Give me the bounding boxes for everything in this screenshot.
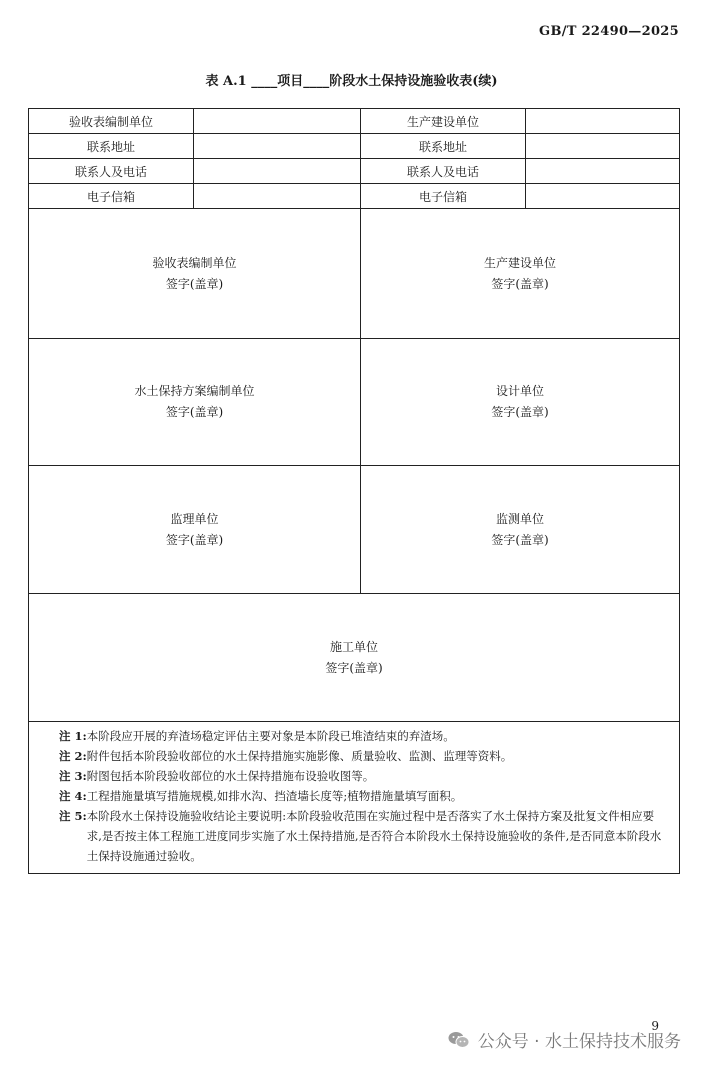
table-title: 表 A.1 ____项目____阶段水土保持设施验收表(续) xyxy=(205,74,498,89)
label-email-right: 电子信箱 xyxy=(361,184,526,208)
note-text: 本阶段水土保持设施验收结论主要说明:本阶段验收范围在实施过程中是否落实了水土保持方案及批复文件相应要求,是否按主体工程施工进度同步实施了水土保持措施,是否符合本阶段水土保持设施验收的条件,是否同意本阶段水土保持设施通过验收。 xyxy=(86,809,662,863)
signature-unit-name: 验收表编制单位 xyxy=(152,255,237,270)
note-label: 注 2: xyxy=(59,749,87,763)
note-item xyxy=(29,786,679,806)
signature-seal-label: 签字(盖章) xyxy=(491,532,549,547)
note-label: 注 5: xyxy=(59,809,87,823)
signature-plan-compiling-unit[interactable] xyxy=(29,339,361,466)
watermark-text: 公众号 · 水土保持技术服务 xyxy=(477,1032,681,1052)
label-compiling-unit: 验收表编制单位 xyxy=(29,109,194,133)
signature-compiling-unit[interactable] xyxy=(29,209,361,339)
info-row-email xyxy=(29,184,679,209)
signature-seal-label: 签字(盖章) xyxy=(491,405,549,419)
note-label: 注 3: xyxy=(59,769,87,783)
label-contact-left: 联系人及电话 xyxy=(29,159,194,183)
note-item xyxy=(29,766,679,786)
signature-construction-unit[interactable] xyxy=(361,209,679,339)
label-address-right: 联系地址 xyxy=(361,134,526,158)
signature-unit-name: 监理单位 xyxy=(170,511,219,526)
value-construction-unit[interactable] xyxy=(526,109,679,133)
value-address-right[interactable] xyxy=(526,134,679,158)
info-row-contact xyxy=(29,159,679,184)
signature-design-unit[interactable] xyxy=(361,339,679,466)
value-email-left[interactable] xyxy=(194,184,361,208)
note-text: 工程措施量填写措施规模,如排水沟、挡渣墙长度等;植物措施量填写面积。 xyxy=(86,789,463,803)
signature-monitoring-unit[interactable] xyxy=(361,466,679,594)
signature-seal-label: 签字(盖章) xyxy=(491,276,549,291)
note-label: 注 1: xyxy=(59,729,87,743)
value-address-left[interactable] xyxy=(194,134,361,158)
note-text: 附图包括本阶段验收部位的水土保持措施布设验收图等。 xyxy=(86,769,375,783)
info-row-unit xyxy=(29,109,679,134)
label-address-left: 联系地址 xyxy=(29,134,194,158)
signature-supervision-unit[interactable] xyxy=(29,466,361,594)
page-number: 9 xyxy=(651,1019,659,1033)
signature-builder-unit[interactable] xyxy=(29,594,679,722)
label-email-left: 电子信箱 xyxy=(29,184,194,208)
note-item xyxy=(29,806,679,866)
signature-seal-label: 签字(盖章) xyxy=(165,276,224,291)
label-contact-right: 联系人及电话 xyxy=(361,159,526,183)
wechat-icon xyxy=(448,1031,470,1049)
signature-unit-name: 设计单位 xyxy=(495,384,544,398)
signature-seal-label: 签字(盖章) xyxy=(165,405,224,419)
info-row-address xyxy=(29,134,679,159)
value-contact-right[interactable] xyxy=(526,159,679,183)
signature-unit-name: 监测单位 xyxy=(495,511,544,526)
standard-code: GB/T 22490—2025 xyxy=(539,24,679,39)
label-construction-unit: 生产建设单位 xyxy=(361,109,526,133)
value-email-right[interactable] xyxy=(526,184,679,208)
signature-unit-name: 水土保持方案编制单位 xyxy=(134,384,255,398)
note-text: 本阶段应开展的弃渣场稳定评估主要对象是本阶段已堆渣结束的弃渣场。 xyxy=(86,729,455,743)
signature-unit-name: 施工单位 xyxy=(329,639,378,654)
value-compiling-unit[interactable] xyxy=(194,109,361,133)
watermark xyxy=(448,1027,681,1052)
value-contact-left[interactable] xyxy=(194,159,361,183)
note-item xyxy=(29,746,679,766)
signature-unit-name: 生产建设单位 xyxy=(483,255,556,270)
signature-seal-label: 签字(盖章) xyxy=(325,660,383,675)
note-label: 注 4: xyxy=(59,789,87,803)
note-item xyxy=(29,726,679,746)
note-text: 附件包括本阶段验收部位的水土保持措施实施影像、质量验收、监测、监理等资料。 xyxy=(86,749,513,763)
notes-section xyxy=(29,722,679,866)
signature-seal-label: 签字(盖章) xyxy=(165,532,224,547)
acceptance-table xyxy=(28,108,680,874)
